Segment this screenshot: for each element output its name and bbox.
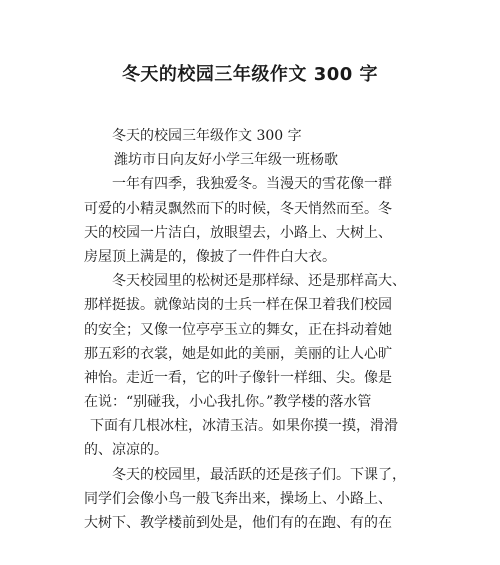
document-title: 冬天的校园三年级作文 300 字	[121, 64, 379, 85]
subtitle-line: 冬天的校园三年级作文 300 字	[112, 128, 302, 144]
document-body	[84, 124, 429, 535]
text-line: 大树下、教学楼前到处是，他们有的在跑、有的在	[84, 515, 392, 531]
author-line: 潍坊市日向友好小学三年级一班杨歌	[114, 152, 338, 169]
text-line: 的、凉凉的。	[84, 442, 168, 459]
text-line: 天的校园一片洁白，放眼望去，小路上、大树上、	[84, 224, 392, 241]
text-line: 在说：“别碰我，小心我扎你。”教学楼的落水管	[84, 394, 372, 411]
text-line: 那五彩的衣裳，她是如此的美丽，美丽的让人心旷	[84, 345, 392, 362]
text-line: 一年有四季，我独爱冬。当漫天的雪花像一群	[112, 176, 392, 193]
text-line: 神怡。走近一看，它的叶子像针一样细、尖。像是	[84, 369, 392, 386]
text-line: 下面有几根冰柱，冰清玉洁。如果你摸一摸，滑滑	[90, 418, 398, 435]
text-line: 同学们会像小鸟一般飞奔出来，操场上、小路上、	[84, 490, 392, 507]
text-line: 的安全；又像一位亭亭玉立的舞女，正在抖动着她	[84, 321, 392, 338]
text-line: 冬天的校园里，最活跃的还是孩子们。下课了，	[112, 466, 406, 483]
text-line: 冬天校园里的松树还是那样绿、还是那样高大、	[112, 273, 406, 290]
text-line: 房屋顶上满是的，像披了一件件白大衣。	[84, 248, 336, 265]
text-line: 可爱的小精灵飘然而下的时候，冬天悄然而至。冬	[84, 200, 392, 217]
text-line: 那样挺拔。就像站岗的士兵一样在保卫着我们校园	[84, 297, 392, 314]
